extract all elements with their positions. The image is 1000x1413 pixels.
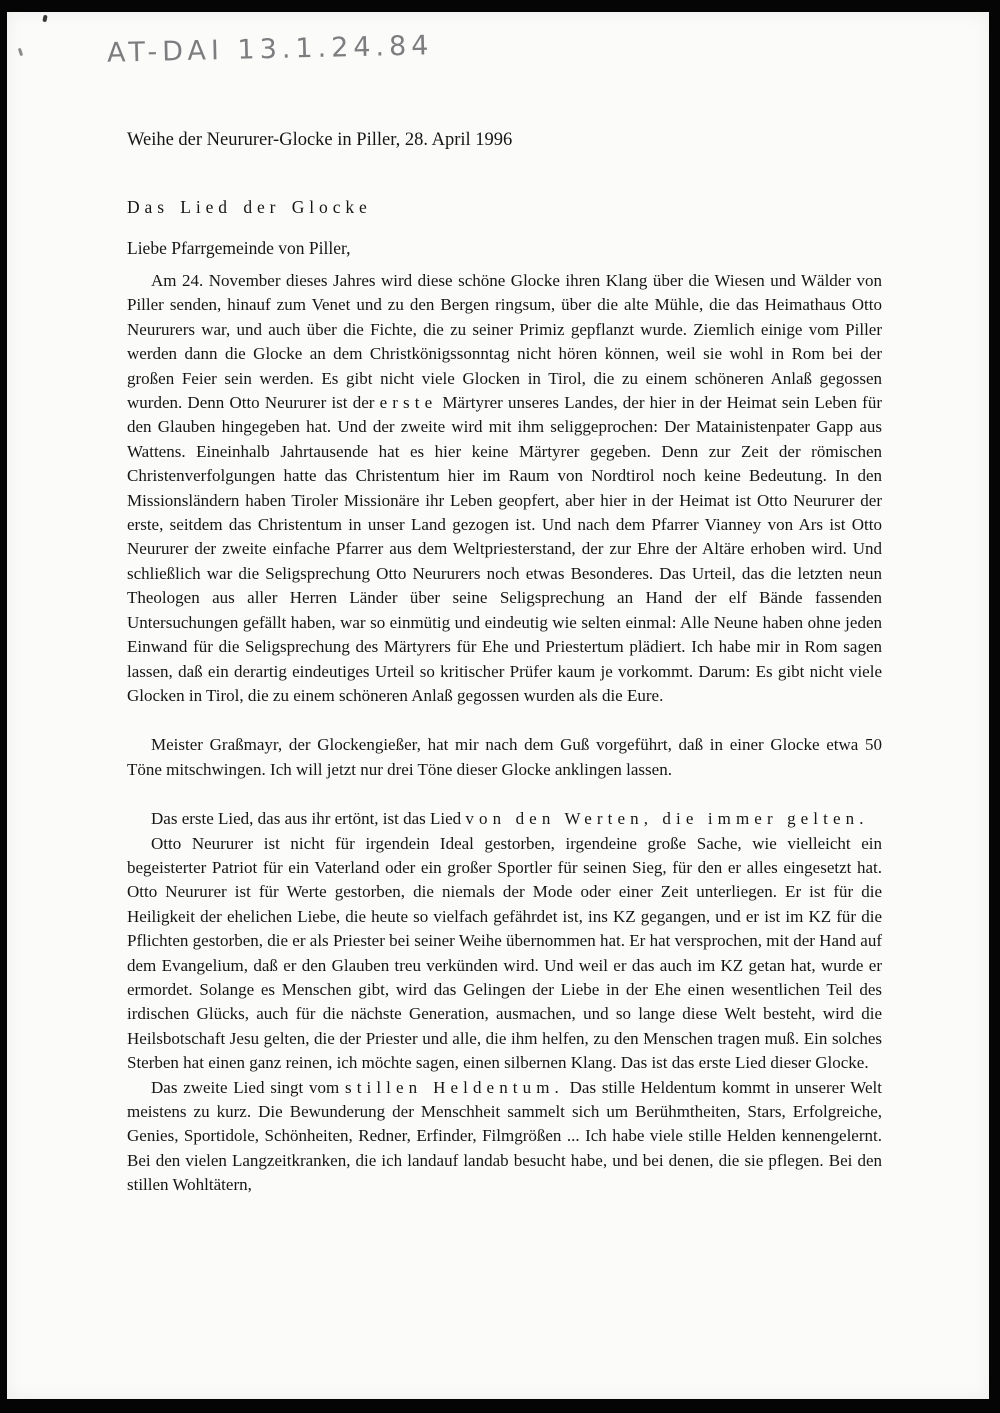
paragraph bbox=[127, 832, 882, 1076]
document-page bbox=[7, 12, 989, 1399]
body-text: Das zweite Lied singt vom bbox=[151, 1077, 345, 1097]
emphasized-spaced-text: von den Werten, die immer gelten. bbox=[465, 809, 869, 829]
paragraph bbox=[127, 807, 882, 831]
paragraph bbox=[127, 269, 882, 708]
body-text: Das erste Lied, das aus ihr ertönt, ist das Lied bbox=[151, 809, 466, 829]
emphasized-spaced-text: stillen Heldentum. bbox=[345, 1077, 564, 1097]
body-text: Am 24. November dieses Jahres wird diese schöne Glocke ihren Klang über die Wiesen und Wälder von Piller senden, hinauf zum Venet und zu den Bergen ringsum, über die alte Mühle, die das Heimathaus Otto Neururers war, und auch über die Fichte, die zu seiner Primiz gepflanzt wurde. Ziemlich einige vom Piller werden dann die Glocke an dem Christkönigssonntag nicht hören können, weil sie wohl in Rom bei der großen Feier sein werden. Es gibt nicht viele Glocken in Tirol, die zu einem schöneren Anlaß gegossen wurden. Denn Otto Neururer ist der bbox=[127, 271, 882, 413]
paragraphs bbox=[127, 269, 882, 1198]
body-text: Otto Neururer ist nicht für irgendein Ideal gestorben, irgendeine große Sache, wie vielleicht ein begeisterter Patriot für ein Vaterland oder ein großer Sportler für seinen Sieg, für den er alles eingesetzt hat. Otto Neururer ist für Werte gestorben, die niemals der Mode oder einer Zeit unterliegen. Er ist für die Heiligkeit der ehelichen Liebe, die heute so vielfach gefährdet ist, ins KZ gegangen, und er ist im KZ für die Pflichten gestorben, die er als Priester bei seiner Weihe übernommen hat. Er hat versprochen, mit der Hand auf dem Evangelium, daß er den Glauben treu verkünden wird. Und weil er das auch im KZ getan hat, wurde er ermordet. Solange es Menschen gibt, wird das Gelingen der Liebe in der Ehe einen wesentlichen Teil des irdischen Glücks, auch für die nächste Generation, ausmachen, und so lange diese Welt besteht, wird die Heilsbotschaft Jesu gelten, die der Priester und alle, die ihm helfen, zu den Menschen tragen muß. Ein solches Sterben hat einen ganz reinen, ich möchte sagen, einen silbernen Klang. Das ist das erste Lied dieser Glocke. bbox=[127, 833, 882, 1073]
handwritten-archive-number: AT-DAI 13.1.24.84 bbox=[106, 30, 434, 69]
scan-speck bbox=[18, 48, 23, 57]
scan-speck bbox=[42, 15, 47, 23]
emphasized-spaced-text: erste bbox=[379, 393, 438, 413]
document-heading: Das Lied der Glocke bbox=[127, 197, 372, 217]
document-body bbox=[127, 12, 882, 1198]
salutation-line: Liebe Pfarrgemeinde von Piller, bbox=[127, 238, 351, 258]
paragraph bbox=[127, 733, 882, 782]
document-title: Weihe der Neururer-Glocke in Piller, 28. April 1996 bbox=[127, 130, 513, 150]
body-text: Das stille Heldentum kommt in unserer Welt meistens zu kurz. Die Bewunderung der Menschheit sammelt sich um Berühmtheiten, Stars, Erfolgreiche, Genies, Sportidole, Schönheiten, Redner, Erfinder, Filmgrößen ... Ich habe viele stille Helden kennengelernt. Bei den vielen Langzeitkranken, die ich landauf landab besucht habe, und bei denen, die sie pflegen. Bei den stillen Wohltätern, bbox=[127, 1077, 882, 1195]
paragraph bbox=[127, 1076, 882, 1198]
body-text: Märtyrer unseres Landes, der hier in der Heimat sein Leben für den Glauben hingegeben hat. Und der zweite wird mit ihm seliggeprochen: Der Matainistenpater Gapp aus Wattens. Eineinhalb Jahrtausende hat es hier keine Märtyrer gegeben. Denn zur Zeit der römischen Christenverfolgungen hatte das Christentum hier im Raum von Nordtirol noch keine Bedeutung. In den Missionsländern haben Tiroler Missionäre ihr Leben geopfert, aber hier in der Heimat ist Otto Neururer der erste, seitdem das Christentum in unser Land gezogen ist. Und nach dem Pfarrer Vianney von Ars ist Otto Neururer der zweite einfache Pfarrer aus dem Weltpriesterstand, der zur Ehre der Altäre erhoben wird. Und schließlich war die Seligsprechung Otto Neururers noch etwas Besonderes. Das Urteil, das die letzten neun Theologen aus aller Herren Länder über seine Seligsprechung an Hand der elf Bände fassenden Untersuchungen gefällt haben, war so einmütig und eindeutig wie selten einmal: Alle Neune haben ohne jeden Einwand für die Seligsprechung des Märtyrers für Ehe und Priestertum plädiert. Ich habe mir in Rom sagen lassen, daß ein derartig eindeutiges Urteil so kritischer Prüfer kaum je vorkommt. Darum: Es gibt nicht viele Glocken in Tirol, die zu einem schöneren Anlaß gegossen wurden als die Eure. bbox=[127, 393, 882, 705]
body-text: Meister Graßmayr, der Glockengießer, hat mir nach dem Guß vorgeführt, daß in einer Glocke etwa 50 Töne mitschwingen. Ich will jetzt nur drei Töne dieser Glocke anklingen lassen. bbox=[127, 735, 882, 779]
